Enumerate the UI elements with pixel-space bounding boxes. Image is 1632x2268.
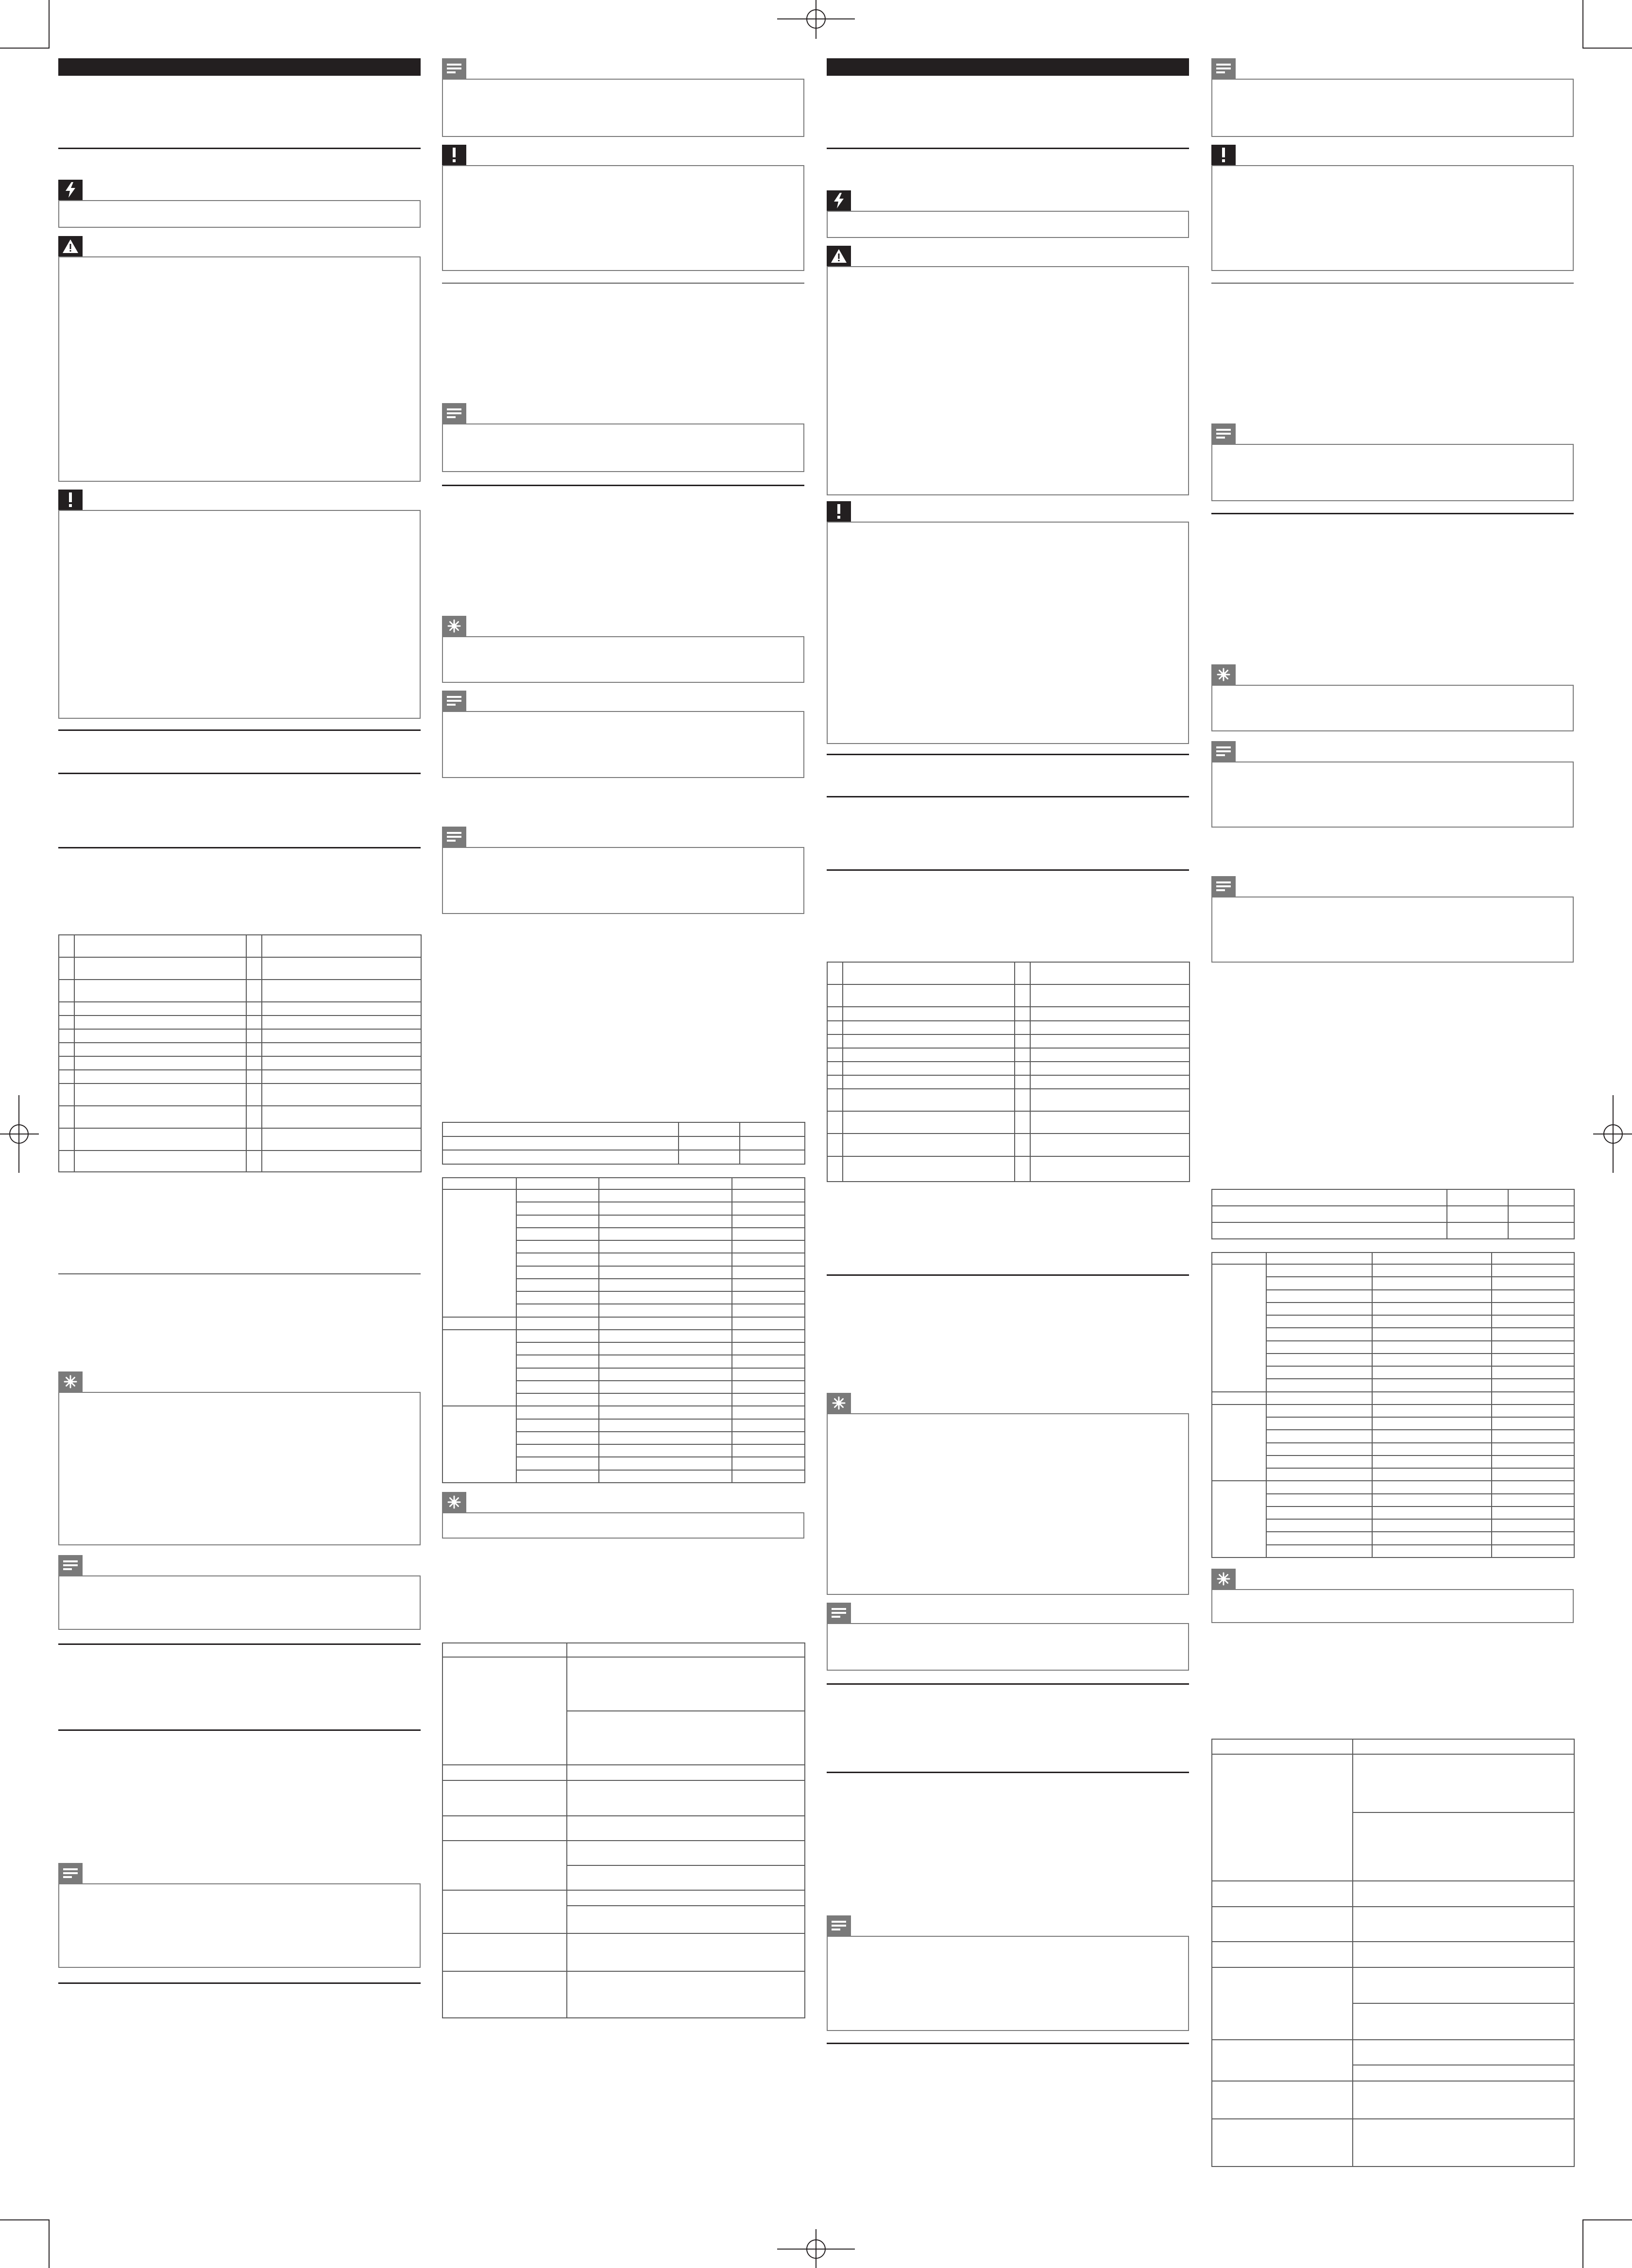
tip-box	[1211, 685, 1574, 731]
section-rule	[442, 485, 804, 486]
parts-table	[827, 962, 1190, 1182]
section-rule	[58, 1982, 421, 1984]
section-rule	[58, 1729, 421, 1731]
panel-3-header-bar	[827, 58, 1189, 76]
caution-box	[442, 165, 804, 271]
electric-hazard-box	[827, 211, 1189, 238]
section-rule	[58, 773, 421, 774]
exclamation-icon	[442, 145, 466, 165]
note-lines-icon	[442, 691, 466, 711]
warning-box	[58, 256, 421, 482]
note-box	[442, 79, 804, 137]
lightning-icon	[827, 190, 851, 211]
warning-box	[827, 266, 1189, 495]
specifications-table	[1211, 1739, 1575, 2167]
section-rule	[827, 869, 1189, 871]
exclamation-icon	[1211, 145, 1236, 165]
section-rule	[827, 148, 1189, 149]
caution-box	[827, 522, 1189, 744]
section-rule	[1211, 513, 1574, 514]
electric-hazard-box	[58, 200, 421, 228]
asterisk-icon	[442, 616, 466, 636]
summary-table	[442, 1122, 805, 1165]
spec-table	[1211, 1252, 1575, 1558]
warning-triangle-icon	[58, 236, 83, 256]
asterisk-icon	[827, 1393, 851, 1413]
parts-table	[58, 934, 422, 1172]
note-box	[827, 1936, 1189, 2031]
caution-box	[58, 510, 421, 719]
tip-box	[1211, 1589, 1574, 1623]
note-lines-icon	[442, 827, 466, 847]
tip-box	[827, 1413, 1189, 1595]
tip-box	[442, 636, 804, 683]
section-rule	[827, 754, 1189, 755]
note-box	[1211, 444, 1574, 501]
note-box	[442, 711, 804, 778]
lightning-icon	[58, 180, 83, 200]
spec-table	[442, 1177, 805, 1483]
section-rule	[58, 148, 421, 149]
caution-box	[1211, 165, 1574, 271]
section-rule	[827, 2043, 1189, 2044]
note-box	[442, 847, 804, 914]
note-lines-icon	[58, 1555, 83, 1575]
note-box	[1211, 897, 1574, 963]
note-lines-icon	[1211, 741, 1236, 762]
note-box	[827, 1623, 1189, 1671]
section-rule	[827, 1683, 1189, 1685]
note-lines-icon	[1211, 876, 1236, 897]
note-box	[1211, 762, 1574, 828]
note-lines-icon	[827, 1915, 851, 1936]
exclamation-icon	[58, 490, 83, 510]
section-rule	[58, 1273, 421, 1274]
asterisk-icon	[1211, 1569, 1236, 1589]
section-rule	[827, 1274, 1189, 1276]
note-lines-icon	[1211, 423, 1236, 444]
note-lines-icon	[442, 58, 466, 79]
tip-box	[442, 1512, 804, 1539]
asterisk-icon	[58, 1371, 83, 1392]
section-rule	[58, 1643, 421, 1645]
tip-box	[58, 1392, 421, 1545]
note-lines-icon	[442, 403, 466, 423]
exclamation-icon	[827, 501, 851, 522]
note-lines-icon	[1211, 58, 1236, 79]
asterisk-icon	[1211, 664, 1236, 685]
note-box	[1211, 79, 1574, 137]
warning-triangle-icon	[827, 246, 851, 266]
panel-1-header-bar	[58, 58, 421, 76]
summary-table	[1211, 1189, 1575, 1239]
asterisk-icon	[442, 1492, 466, 1512]
specifications-table	[442, 1642, 805, 2018]
note-box	[442, 423, 804, 472]
note-box	[58, 1883, 421, 1968]
section-rule	[827, 796, 1189, 797]
section-rule	[442, 283, 804, 284]
section-rule	[58, 847, 421, 848]
note-lines-icon	[58, 1863, 83, 1883]
note-box	[58, 1575, 421, 1630]
section-rule	[827, 1772, 1189, 1773]
note-lines-icon	[827, 1603, 851, 1623]
section-rule	[58, 729, 421, 731]
section-rule	[1211, 283, 1574, 284]
